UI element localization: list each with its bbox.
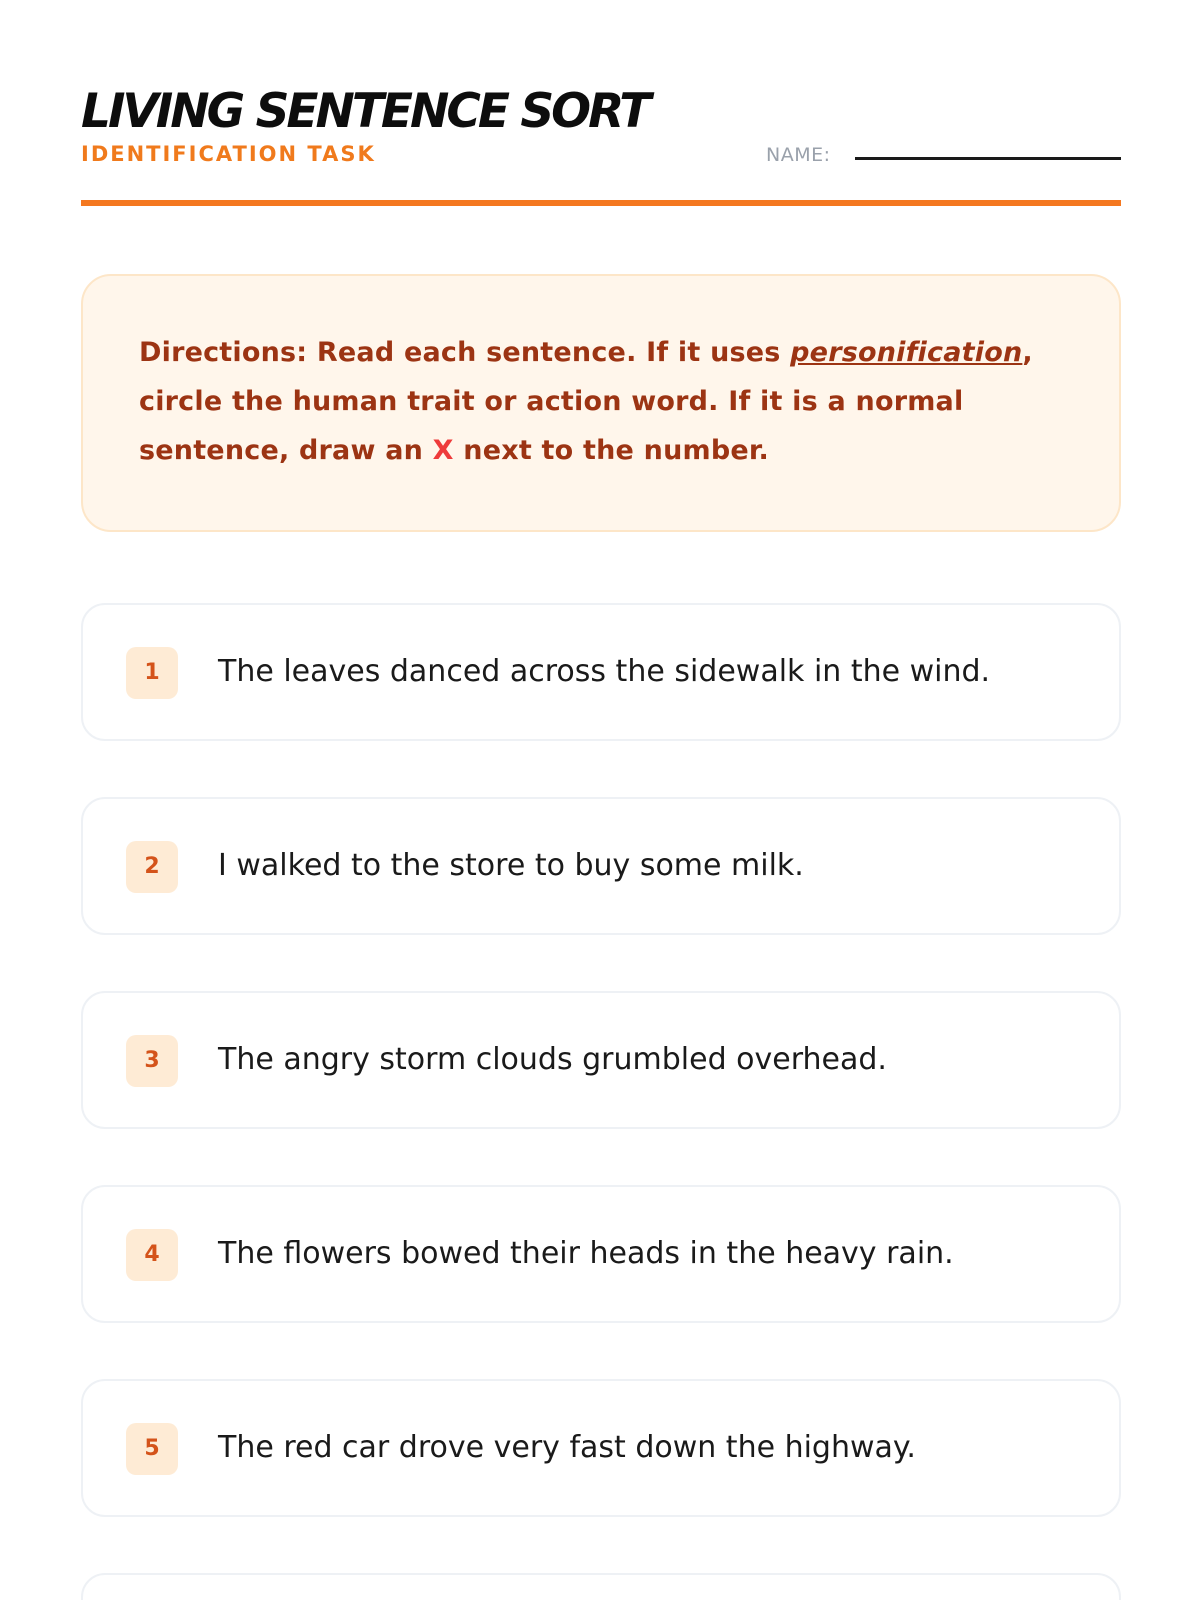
directions-box — [81, 274, 1121, 532]
worksheet-subtitle: IDENTIFICATION TASK — [81, 142, 376, 166]
directions-part3: next to the number. — [453, 435, 769, 466]
name-label: NAME: — [766, 144, 831, 166]
worksheet-page — [81, 0, 1121, 1600]
sentence-card-2 — [81, 797, 1121, 935]
worksheet-title: LIVING SENTENCE SORT — [81, 84, 649, 139]
sentence-card-3 — [81, 991, 1121, 1129]
name-write-line — [855, 157, 1121, 160]
item-number-badge: 2 — [126, 841, 178, 893]
sentence-card-1 — [81, 603, 1121, 741]
directions-part1: Directions: Read each sentence. If it uses — [139, 337, 791, 368]
item-number-badge: 4 — [126, 1229, 178, 1281]
directions-text — [139, 328, 1063, 475]
directions-term: personification — [790, 337, 1023, 368]
directions-part2: , circle the human trait or action word. If it is a normal sentence, draw an — [139, 337, 1033, 466]
item-number-badge: 1 — [126, 647, 178, 699]
sentence-card-5 — [81, 1379, 1121, 1517]
worksheet-header — [81, 0, 1121, 206]
header-divider — [81, 200, 1121, 206]
sentence-text: I walked to the store to buy some milk. — [218, 848, 804, 883]
sentence-card-4 — [81, 1185, 1121, 1323]
sentence-text: The angry storm clouds grumbled overhead. — [218, 1042, 887, 1077]
x-mark-icon: X — [432, 435, 454, 466]
item-number-badge: 5 — [126, 1423, 178, 1475]
sentence-text: The leaves danced across the sidewalk in the wind. — [218, 654, 991, 689]
sentence-card-6-partial — [81, 1573, 1121, 1600]
sentence-text: The flowers bowed their heads in the heavy rain. — [218, 1236, 954, 1271]
name-field — [766, 142, 1121, 172]
item-number-badge: 3 — [126, 1035, 178, 1087]
sentence-text: The red car drove very fast down the highway. — [218, 1430, 916, 1465]
